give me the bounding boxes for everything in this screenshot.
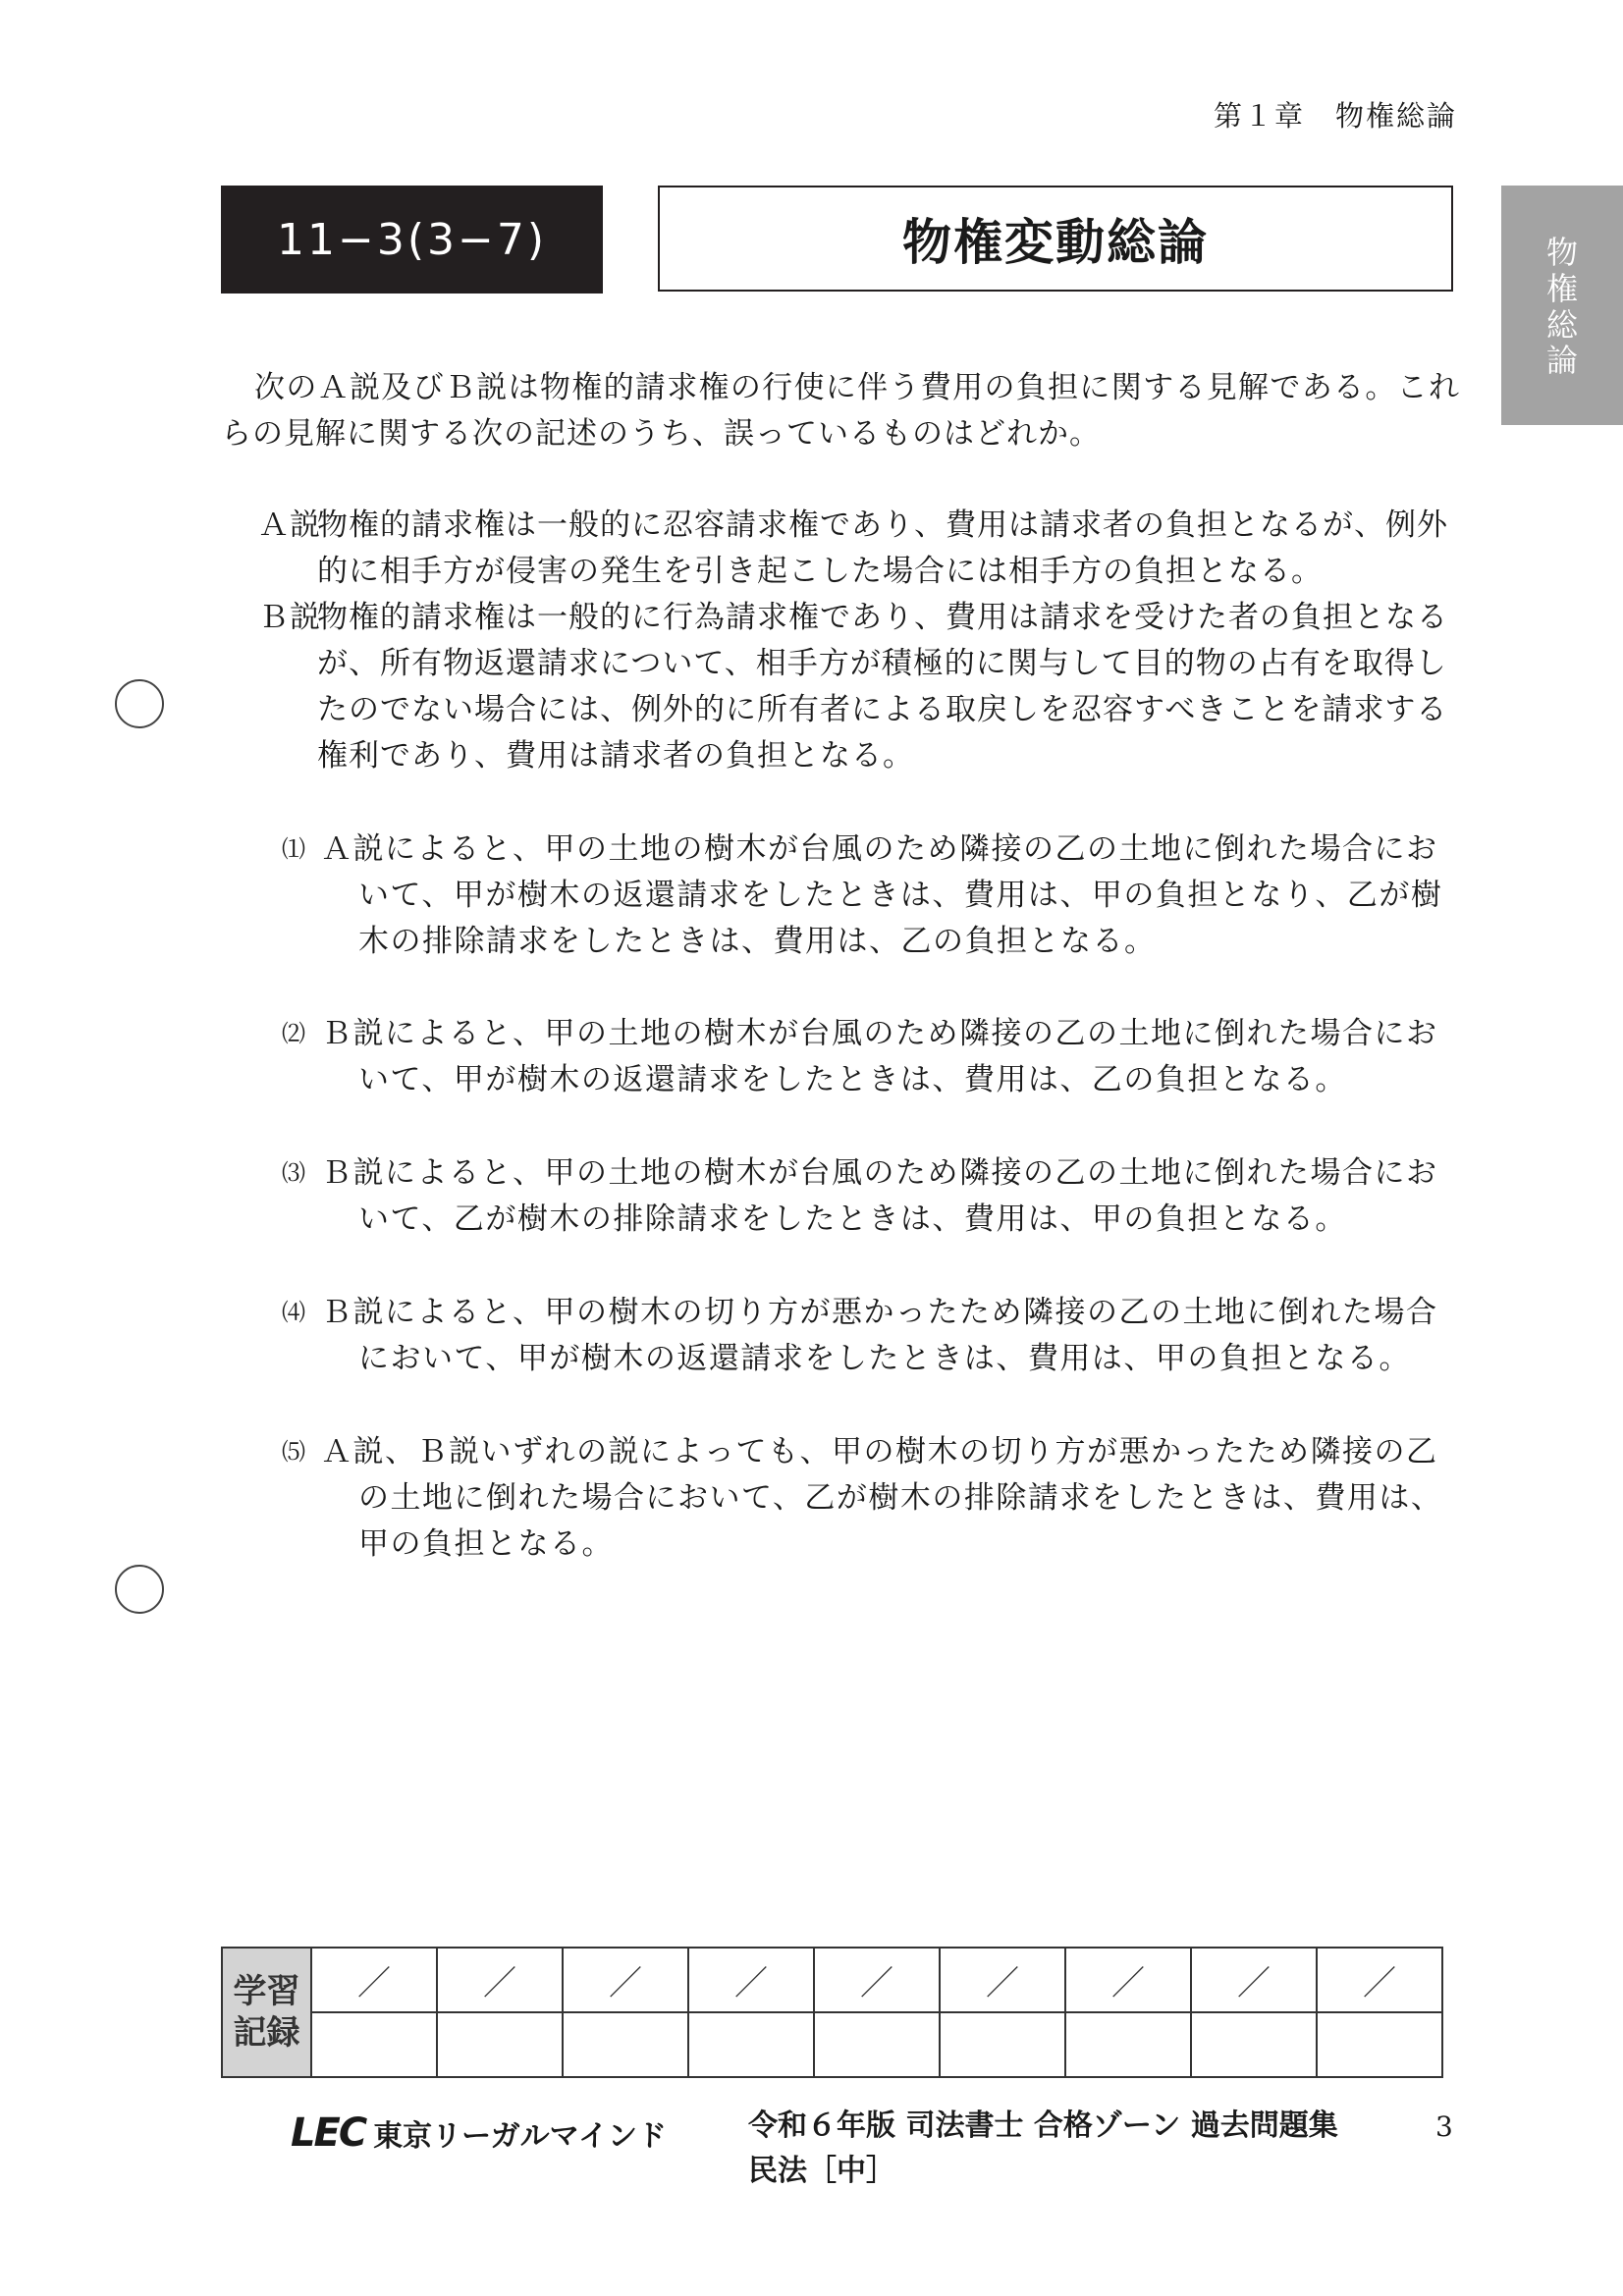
date-cell[interactable]: ／: [437, 1948, 563, 2012]
record-cell[interactable]: [1191, 2012, 1317, 2077]
choice-number: ⑵: [282, 1020, 307, 1047]
record-cell[interactable]: [563, 2012, 688, 2077]
choice-3: [282, 1150, 1460, 1243]
choice-number: ⑴: [282, 835, 307, 863]
theory-text: 物権的請求権は一般的に忍容請求権であり、費用は請求者の負担となるが、例外的に相手方が侵害の発生を引き起こした場合には相手方の負担となる。: [317, 507, 1448, 589]
choice-5: [282, 1429, 1460, 1568]
date-cell[interactable]: ／: [1191, 1948, 1317, 2012]
theory-label: Ｂ説: [258, 600, 321, 635]
choice-text: Ｂ説によると、甲の樹木の切り方が悪かったため隣接の乙の土地に倒れた場合において、甲が樹木の返還請求をしたときは、費用は、甲の負担となる。: [321, 1295, 1438, 1376]
date-cell[interactable]: ／: [940, 1948, 1065, 2012]
logo-name: 東京リーガルマインド: [373, 2119, 667, 2154]
theory-label: Ａ説: [258, 507, 321, 543]
choice-text: Ａ説、Ｂ説いずれの説によっても、甲の樹木の切り方が悪かったため隣接の乙の土地に倒れた場合において、乙が樹木の排除請求をしたときは、費用は、甲の負担となる。: [321, 1434, 1443, 1562]
record-cell[interactable]: [1065, 2012, 1191, 2077]
record-cell[interactable]: [688, 2012, 814, 2077]
choice-1: [282, 827, 1460, 965]
choice-number: ⑸: [282, 1438, 307, 1466]
choice-text: Ｂ説によると、甲の土地の樹木が台風のため隣接の乙の土地に倒れた場合において、乙が樹木の排除請求をしたときは、費用は、甲の負担となる。: [321, 1155, 1438, 1237]
binder-hole: [115, 679, 164, 728]
side-tab-char: 総: [1545, 305, 1578, 344]
date-cell[interactable]: ／: [1065, 1948, 1191, 2012]
chapter-heading: 第１章 物権総論: [1213, 99, 1457, 133]
date-cell[interactable]: ／: [563, 1948, 688, 2012]
side-tab-char: 物: [1545, 234, 1578, 271]
study-record-table: [221, 1947, 1443, 2078]
record-cell[interactable]: [437, 2012, 563, 2077]
question-title: 物権変動総論: [658, 186, 1453, 292]
choice-2: [282, 1011, 1460, 1103]
record-cell[interactable]: [311, 2012, 437, 2077]
choice-number: ⑷: [282, 1299, 307, 1326]
theory-b: [258, 595, 1466, 779]
choice-number: ⑶: [282, 1159, 307, 1187]
record-cell[interactable]: [814, 2012, 940, 2077]
binder-hole: [115, 1565, 164, 1614]
book-title: 令和６年版 司法書士 合格ゾーン 過去問題集 民法［中］: [748, 2109, 1338, 2188]
question-number: 11−3(3−7): [221, 186, 603, 294]
theory-text: 物権的請求権は一般的に行為請求権であり、費用は請求を受けた者の負担となるが、所有物返還請求について、相手方が積極的に関与して目的物の占有を取得したのでない場合には、例外的に所有者による取戻しを忍容すべきことを請求する権利であり、費用は請求者の負担となる。: [317, 600, 1448, 774]
choice-4: [282, 1290, 1460, 1382]
date-cell[interactable]: ／: [1317, 1948, 1442, 2012]
question-intro: 次のＡ説及びＢ説は物権的請求権の行使に伴う費用の負担に関する見解である。これらの見解に関する次の記述のうち、誤っているものはどれか。: [221, 370, 1460, 452]
theory-a: [258, 503, 1466, 595]
study-record-label: 学習 記録: [222, 1948, 311, 2077]
choice-text: Ｂ説によると、甲の土地の樹木が台風のため隣接の乙の土地に倒れた場合において、甲が樹木の返還請求をしたときは、費用は、乙の負担となる。: [321, 1016, 1438, 1097]
side-tab-char: 論: [1545, 342, 1578, 380]
logo-mark: LEC: [291, 2110, 366, 2156]
record-cell[interactable]: [940, 2012, 1065, 2077]
publisher-logo: [291, 2110, 667, 2156]
side-index-tab: [1501, 186, 1623, 425]
date-cell[interactable]: ／: [688, 1948, 814, 2012]
date-cell[interactable]: ／: [814, 1948, 940, 2012]
record-cell[interactable]: [1317, 2012, 1442, 2077]
side-tab-char: 権: [1545, 269, 1578, 307]
choice-text: Ａ説によると、甲の土地の樹木が台風のため隣接の乙の土地に倒れた場合において、甲が樹木の返還請求をしたときは、費用は、甲の負担となり、乙が樹木の排除請求をしたときは、費用は、乙の負担となる。: [321, 831, 1443, 959]
date-cell[interactable]: ／: [311, 1948, 437, 2012]
page-number: 3: [1435, 2110, 1453, 2143]
